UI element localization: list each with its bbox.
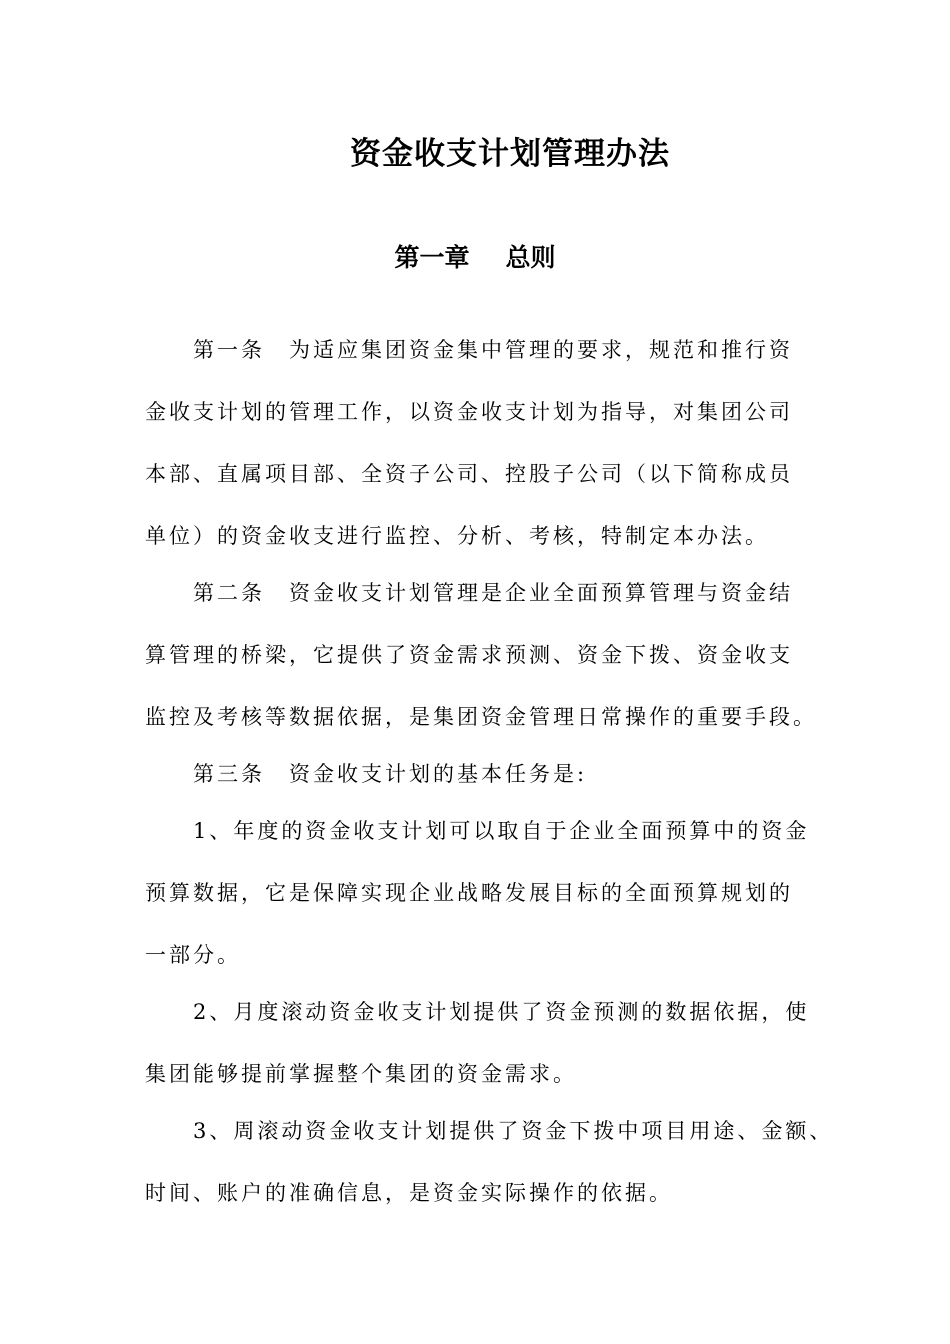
document-title: 资金收支计划管理办法 (350, 136, 670, 172)
article-1-line-4: 单位）的资金收支进行监控、分析、考核，特制定本办法。 (145, 524, 769, 548)
item-2-line-2: 集团能够提前掌握整个集团的资金需求。 (145, 1062, 577, 1086)
article-2-line-2: 算管理的桥梁，它提供了资金需求预测、资金下拨、资金收支 (145, 643, 793, 667)
article-2-line-1: 第二条 资金收支计划管理是企业全面预算管理与资金结 (193, 581, 793, 605)
article-2-line-3: 监控及考核等数据依据，是集团资金管理日常操作的重要手段。 (145, 705, 817, 729)
article-1-line-2: 金收支计划的管理工作，以资金收支计划为指导，对集团公司 (145, 400, 793, 424)
item-3-line-1: 3、周滚动资金收支计划提供了资金下拨中项目用途、金额、 (193, 1119, 834, 1143)
article-3-line-1: 第三条 资金收支计划的基本任务是: (193, 762, 588, 786)
item-2-line-1: 2、月度滚动资金收支计划提供了资金预测的数据依据，使 (193, 1000, 810, 1024)
article-1-line-3: 本部、直属项目部、全资子公司、控股子公司（以下简称成员 (145, 462, 793, 486)
item-3-line-2: 时间、账户的准确信息，是资金实际操作的依据。 (145, 1181, 673, 1205)
article-1-line-1: 第一条 为适应集团资金集中管理的要求，规范和推行资 (193, 338, 793, 362)
chapter-heading (0, 238, 950, 274)
item-1-line-1: 1、年度的资金收支计划可以取自于企业全面预算中的资金 (193, 819, 810, 843)
item-1-line-3: 一部分。 (145, 943, 241, 967)
chapter-name: 总则 (505, 243, 556, 272)
chapter-number: 第一章 (394, 243, 470, 272)
item-1-line-2: 预算数据，它是保障实现企业战略发展目标的全面预算规划的 (145, 881, 793, 905)
